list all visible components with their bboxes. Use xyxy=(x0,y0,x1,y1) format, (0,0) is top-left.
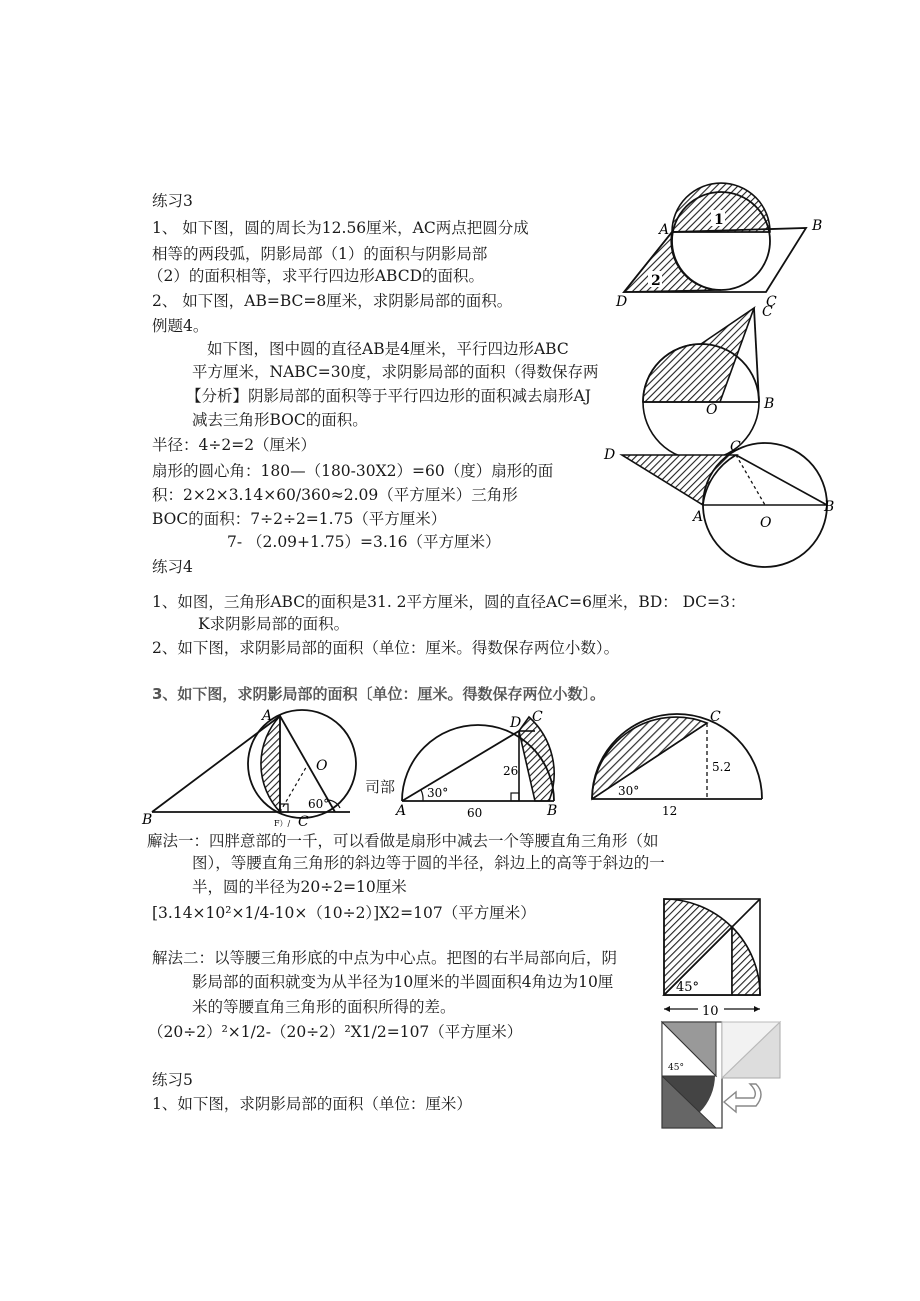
exercise-3-title: 练习3 xyxy=(152,192,193,210)
figure-circle-shaded-D xyxy=(600,435,840,575)
method1-line3: 半，圆的半径为20÷2=10厘米 xyxy=(192,878,407,896)
label-B: B xyxy=(547,803,558,819)
boc-area-line: BOC的面积：7÷2÷2=1.75（平方厘米） xyxy=(152,510,447,528)
radius-line: 半径：4÷2=2（厘米） xyxy=(152,436,317,454)
method1-line2: 图），等腰直角三角形的斜边等于圆的半径，斜边上的高等于斜边的一 xyxy=(192,854,665,872)
ex4-line2: 平方厘米，NABC=30度，求阴影局部的面积（得数保存两 xyxy=(192,363,599,381)
exercise-5-title: 练习5 xyxy=(152,1071,193,1089)
ex3-q1-line2: 相等的两段弧，阴影局部（1）的面积与阴影局部 xyxy=(152,245,488,263)
label-A: A xyxy=(396,803,407,819)
method2-line3: 米的等腰直角三角形的面积所得的差。 xyxy=(192,998,456,1016)
method2-line1: 解法二：以等腰三角形底的中点为中心点。把图的右半局部向后，阴 xyxy=(152,949,618,967)
label-side-10: 10 xyxy=(702,1004,719,1019)
method2-formula: （20÷2）²×1/2-（20÷2）²X1/2=107（平方厘米） xyxy=(148,1023,523,1041)
label-A: A xyxy=(659,222,670,238)
label-O: O xyxy=(760,515,772,531)
figure-semicircle-triangle xyxy=(640,300,790,420)
ex3-q2: 2、 如下图，AB=BC=8厘米，求阴影局部的面积。 xyxy=(152,292,513,310)
ex4-line1: 如下图，图中圆的直径AB是4厘米，平行四边形ABC xyxy=(207,340,569,358)
ex3-q1-line1: 1、 如下图，圆的周长为12.56厘米，AC两点把圆分成 xyxy=(152,219,529,237)
label-C: C xyxy=(766,294,777,310)
label-B: B xyxy=(764,396,775,412)
example-4-title: 例题4。 xyxy=(152,317,209,335)
ex5-q1: 1、如下图，求阴影局部的面积（单位：厘米） xyxy=(152,1095,472,1113)
label-O: O xyxy=(706,402,718,418)
method1-line1: 廨法一：四胖意部的一千，可以看做是扇形中减去一个等腰直角三角形（如 xyxy=(147,832,659,850)
method2-line2: 影局部的面积就变为从半径为10厘米的半圆面积4角边为10厘 xyxy=(192,973,614,991)
ex4p-q1-line2: K求阴影局部的面积。 xyxy=(198,615,350,633)
label-B: B xyxy=(824,499,835,515)
sector-angle-line: 扇形的圆心角：180—（180-30X2）=60（度）扇形的面 xyxy=(152,462,554,480)
figure-semicircle-26-60 xyxy=(395,705,570,820)
side-label: 司部 xyxy=(365,778,396,796)
method1-formula: [3.14×10²×1/4-10×（10÷2）]X2=107（平方厘米） xyxy=(152,904,536,922)
label-angle-30: 30° xyxy=(618,784,640,798)
label-D: D xyxy=(510,715,522,731)
figure-square-quarter-circle xyxy=(660,895,770,1025)
label-O: O xyxy=(316,758,328,774)
figure-semicircle-5-2-12 xyxy=(580,705,770,820)
q3-banner: 3、如下图，求阴影局部的面积〔单位：厘米。得数保存两位小数〕。 xyxy=(152,685,605,703)
label-region-1: 1 xyxy=(714,212,724,228)
exercise-4-title: 练习4 xyxy=(152,558,193,576)
label-C: C xyxy=(730,439,741,455)
ex4p-q2: 2、如下图，求阴影局部的面积（单位：厘米。得数保存两位小数）。 xyxy=(152,639,620,657)
label-A: A xyxy=(262,708,273,724)
label-C: C xyxy=(532,709,543,725)
label-height-26: 26 xyxy=(503,764,519,778)
label-D: D xyxy=(616,294,628,310)
ex4p-q1-line1: 1、如图，三角形ABC的面积是31. 2平方厘米，圆的直径AC=6厘米，BD： DC=3： xyxy=(152,593,746,611)
figure-parallelogram-circle xyxy=(610,200,840,310)
label-C: C xyxy=(762,304,773,320)
label-B: B xyxy=(812,218,823,234)
label-height-5-2: 5.2 xyxy=(712,760,732,774)
label-base-12: 12 xyxy=(662,804,678,818)
label-B: B xyxy=(142,812,153,828)
label-A: A xyxy=(693,509,704,525)
ex4-analysis: 【分析】阴影局部的面积等于平行四边形的面积减去扇形AJ xyxy=(186,387,591,405)
label-angle-45: 45° xyxy=(668,1063,684,1073)
label-F: F）/ xyxy=(274,819,291,828)
label-angle-60: 60° xyxy=(308,797,330,811)
ex4-line4: 减去三角形BOC的面积。 xyxy=(192,411,368,429)
sector-area-line: 积：2×2×3.14×60/360≈2.09（平方厘米）三角形 xyxy=(152,486,518,504)
label-D: D xyxy=(604,447,616,463)
figure-triangle-circle xyxy=(140,700,380,830)
figure-rearrangement xyxy=(660,1020,785,1132)
label-region-2: 2 xyxy=(651,273,661,289)
label-base-60: 60 xyxy=(467,806,483,820)
label-angle-30: 30° xyxy=(427,786,449,800)
label-C: C xyxy=(710,709,721,725)
label-C: C xyxy=(298,814,309,830)
result-line: 7- （2.09+1.75）=3.16（平方厘米） xyxy=(227,533,501,551)
ex3-q1-line3: （2）的面积相等，求平行四边形ABCD的面积。 xyxy=(148,267,485,285)
label-angle-45: 45° xyxy=(676,980,700,995)
